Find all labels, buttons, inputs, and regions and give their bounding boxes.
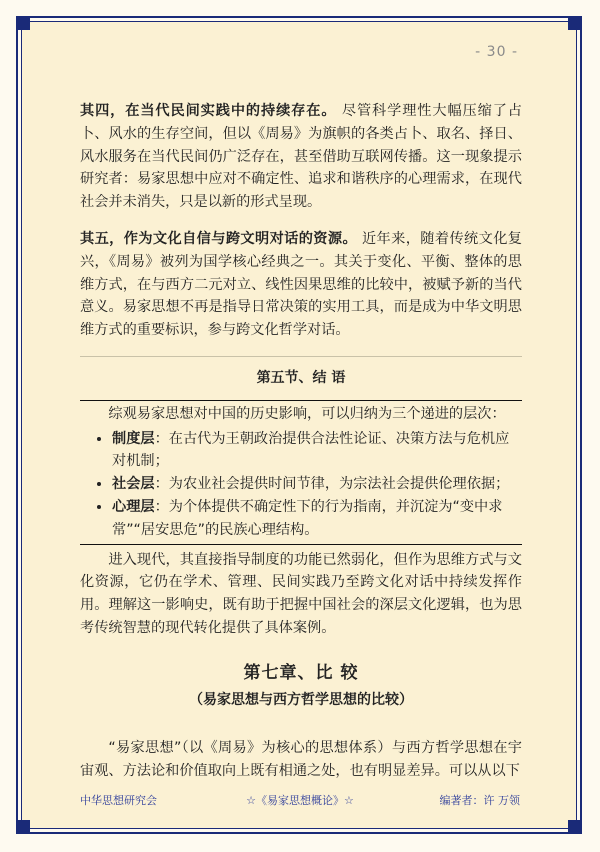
section-title: 第五节、结 语	[256, 369, 346, 386]
chapter-subtitle: （易家思想与西方哲学思想的比较）	[189, 691, 413, 708]
levels-list	[80, 428, 522, 542]
corner-ornament	[16, 820, 30, 834]
level-term: 制度层	[112, 430, 155, 447]
level-text: ：在古代为王朝政治提供合法性论证、决策方法与危机应对机制；	[112, 430, 510, 470]
paragraph-5	[80, 228, 522, 342]
divider	[80, 356, 522, 357]
paragraph-text: 尽管科学理性大幅压缩了占卜、风水的生存空间，但以《周易》为旗帜的各类占卜、取名、择日、风水服务在当代民间仍广泛存在，甚至借助互联网传播。这一现象提示研究者：易家思想中应对不确定性、追求和谐秩序的心理需求，在现代社会并未消失，只是以新的形式呈现。	[80, 103, 522, 211]
summary-box	[80, 400, 522, 545]
chapter-intro: “易家思想”（以《周易》为核心的思想体系）与西方哲学思想在宇宙观、方法论和价值取向上既有相通之处，也有明显差异。可以从以下	[80, 740, 522, 780]
conclusion-paragraph: 进入现代，其直接指导制度的功能已然弱化，但作为思维方式与文化资源，它仍在学术、管理、民间实践乃至跨文化对话中持续发挥作用。理解这一影响史，既有助于把握中国社会的深层文化逻辑，也为思考传统智慧的现代转化提供了具体案例。	[80, 551, 522, 636]
list-item	[112, 473, 522, 496]
corner-ornament	[568, 16, 582, 30]
chapter-title: 第七章、比 较	[243, 662, 359, 683]
summary-intro: 综观易家思想对中国的历史影响，可以归纳为三个递进的层次：	[108, 405, 506, 422]
page-content	[80, 100, 522, 797]
paragraph-heading: 其四，在当代民间实践中的持续存在。	[80, 103, 337, 119]
footer-center: ☆《易家思想概论》☆	[246, 794, 354, 807]
corner-ornament	[568, 820, 582, 834]
list-item	[112, 496, 522, 542]
paragraph-4	[80, 100, 522, 214]
list-item	[112, 428, 522, 474]
page-number: - 30 -	[475, 44, 518, 60]
corner-ornament	[16, 16, 30, 30]
footer-right: 编著者：许 万领	[439, 794, 520, 807]
level-text: ：为农业社会提供时间节律，为宗法社会提供伦理依据；	[154, 476, 510, 493]
level-text: ：为个体提供不确定性下的行为指南，并沉淀为“变中求常”“居安思危”的民族心理结构。	[112, 498, 503, 538]
paragraph-text: 近年来，随着传统文化复兴，《周易》被列为国学核心经典之一。其关于变化、平衡、整体的思维方式，在与西方二元对立、线性因果思维的比较中，被赋予新的当代意义。易家思想不再是指导日常决策的实用工具，而是成为中华文明思维方式的重要标识，参与跨文化哲学对话。	[80, 230, 522, 339]
level-term: 心理层	[112, 498, 155, 515]
paragraph-heading: 其五，作为文化自信与跨文明对话的资源。	[80, 230, 358, 247]
level-term: 社会层	[112, 476, 155, 493]
footer-left: 中华思想研究会	[80, 794, 157, 807]
